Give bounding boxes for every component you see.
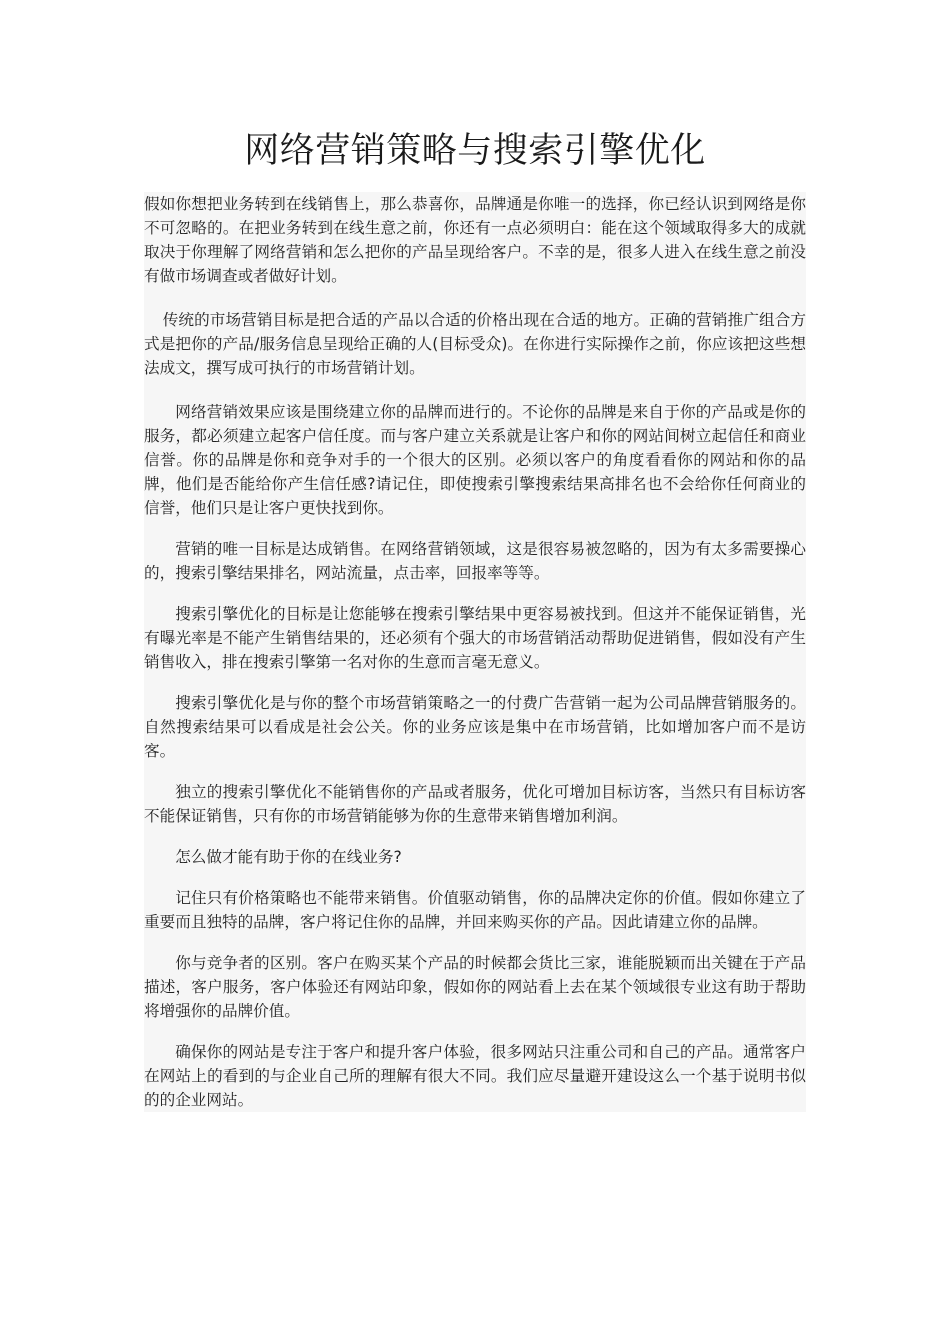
paragraph-4: 营销的唯一目标是达成销售。在网络营销领域，这是很容易被忽略的，因为有太多需要操心的，搜索引擎结果排名，网站流量，点击率，回报率等等。	[144, 540, 806, 582]
paragraph-6: 搜索引擎优化是与你的整个市场营销策略之一的付费广告营销一起为公司品牌营销服务的。自然搜索结果可以看成是社会公关。你的业务应该是集中在市场营销，比如增加客户而不是访客。	[144, 694, 806, 760]
paragraph-2: 传统的市场营销目标是把合适的产品以合适的价格出现在合适的地方。正确的营销推广组合方式是把你的产品/服务信息呈现给正确的人(目标受众)。在你进行实际操作之前，你应该把这些想法成文，撰写成可执行的市场营销计划。	[144, 311, 806, 377]
paragraph-8: 怎么做才能有助于你的在线业务?	[175, 848, 402, 866]
paragraph-11: 确保你的网站是专注于客户和提升客户体验，很多网站只注重公司和自己的产品。通常客户在网站上的看到的与企业自己所的理解有很大不同。我们应尽量避开建设这么一个基于说明书似的的企业网站。	[144, 1043, 806, 1109]
document-title: 网络营销策略与搜索引擎优化	[244, 131, 706, 171]
paragraph-1: 假如你想把业务转到在线销售上，那么恭喜你，品牌通是你唯一的选择，你已经认识到网络是你不可忽略的。在把业务转到在线生意之前，你还有一点必须明白：能在这个领域取得多大的成就取决于你理解了网络营销和怎么把你的产品呈现给客户。不幸的是，很多人进入在线生意之前没有做市场调查或者做好计划。	[144, 195, 806, 285]
paragraph-7: 独立的搜索引擎优化不能销售你的产品或者服务，优化可增加目标访客，当然只有目标访客不能保证销售，只有你的市场营销能够为你的生意带来销售增加利润。	[144, 783, 806, 825]
paragraph-5: 搜索引擎优化的目标是让您能够在搜索引擎结果中更容易被找到。但这并不能保证销售，光有曝光率是不能产生销售结果的，还必须有个强大的市场营销活动帮助促进销售，假如没有产生销售收入，排在搜索引擎第一名对你的生意而言毫无意义。	[144, 605, 806, 671]
paragraph-3: 网络营销效果应该是围绕建立你的品牌而进行的。不论你的品牌是来自于你的产品或是你的服务，都必须建立起客户信任度。而与客户建立关系就是让客户和你的网站间树立起信任和商业信誉。你的品牌是你和竞争对手的一个很大的区别。必须以客户的角度看看你的网站和你的品牌，他们是否能给你产生信任感?请记住，即使搜索引擎搜索结果高排名也不会给你任何商业的信誉，他们只是让客户更快找到你。	[144, 403, 806, 517]
paragraph-10: 你与竞争者的区别。客户在购买某个产品的时候都会货比三家，谁能脱颖而出关键在于产品描述，客户服务，客户体验还有网站印象，假如你的网站看上去在某个领域很专业这有助于帮助将增强你的品牌价值。	[144, 954, 806, 1020]
document-body	[144, 192, 806, 1112]
paragraph-9: 记住只有价格策略也不能带来销售。价值驱动销售，你的品牌决定你的价值。假如你建立了重要而且独特的品牌，客户将记住你的品牌，并回来购买你的产品。因此请建立你的品牌。	[144, 889, 806, 931]
